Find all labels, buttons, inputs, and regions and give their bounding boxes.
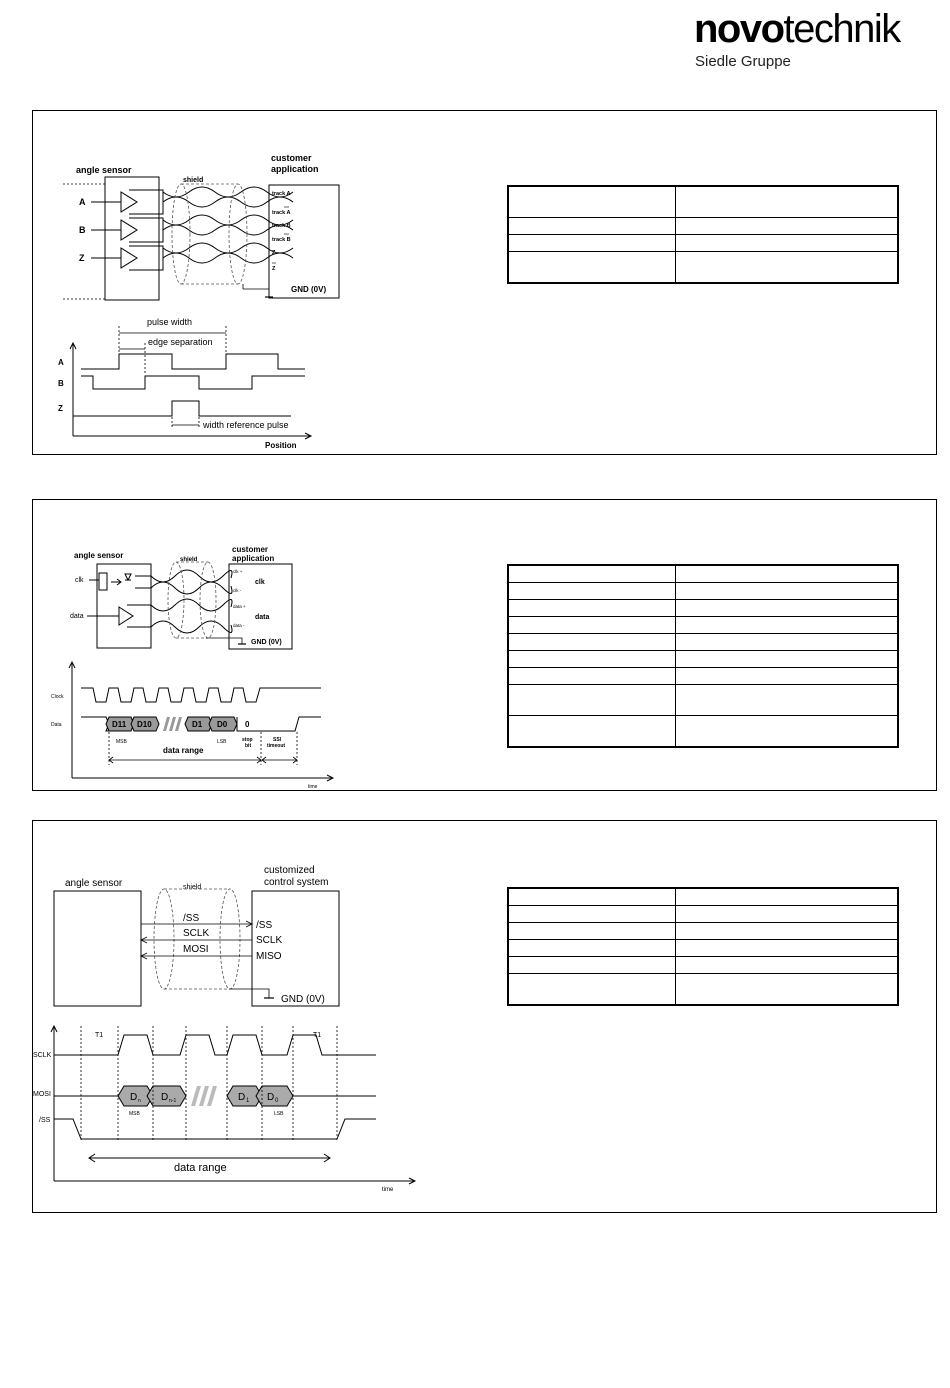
table-row [508, 600, 898, 617]
ssi-application-label: application [232, 554, 275, 563]
table-cell-value [676, 716, 899, 748]
table-cell-label [508, 923, 676, 940]
incr-pulse-width-label: pulse width [147, 317, 193, 327]
table-cell-value [676, 923, 899, 940]
incr-track-z-inv: Z [272, 266, 276, 272]
table-cell-value [676, 906, 899, 923]
spi-spec-table [507, 887, 899, 1006]
spi-data-range-label: data range [174, 1162, 227, 1174]
table-cell-value [676, 634, 899, 651]
spi-sensor-label: angle sensor [65, 878, 123, 889]
table-cell-label [508, 888, 676, 906]
incr-track-a-inv: track A [272, 210, 291, 216]
spi-bit-d0: D [267, 1092, 275, 1103]
spi-bit-dn: D [130, 1092, 138, 1103]
table-cell-label [508, 600, 676, 617]
ssi-data-range-label: data range [163, 746, 204, 755]
ssi-bit-d11: D11 [112, 720, 127, 729]
table-cell-label [508, 906, 676, 923]
table-cell-value [676, 957, 899, 974]
table-cell-value [676, 186, 899, 218]
table-row [508, 186, 898, 218]
ssi-line-clk-plus: clk + [233, 569, 243, 574]
incr-channel-z: Z [79, 253, 85, 263]
incr-drivers [91, 190, 163, 270]
ssi-timeout-label: timeout [267, 743, 286, 749]
ssi-time-label: time [308, 784, 318, 790]
table-cell-label [508, 235, 676, 252]
spi-control-ss: /SS [256, 920, 273, 931]
table-row [508, 651, 898, 668]
incr-edge-separation-label: edge separation [148, 337, 213, 347]
ssi-gnd-wire [206, 638, 242, 644]
spi-bit-d0-sub: 0 [275, 1098, 279, 1104]
ssi-sensor-label: angle sensor [74, 551, 124, 560]
spi-gnd-wire [229, 989, 269, 998]
spi-bit-d1: D [238, 1092, 246, 1103]
logo-brand-light: technik [783, 7, 900, 51]
table-row [508, 252, 898, 284]
incr-application-label: application [271, 164, 319, 174]
ssi-customer-label: customer [232, 545, 269, 554]
spi-bit-dn-sub: n [138, 1098, 141, 1104]
table-cell-label [508, 617, 676, 634]
spi-break-marks [191, 1086, 217, 1106]
incr-track-b: track B [272, 223, 291, 229]
incr-timing-z: Z [58, 404, 63, 413]
table-row [508, 685, 898, 716]
spi-shield [154, 889, 240, 989]
spi-t1-right: T1 [313, 1032, 322, 1039]
logo-brand-bold: novo [694, 7, 784, 51]
spi-msb-label: MSB [129, 1111, 140, 1117]
ssi-zero-bit: 0 [245, 720, 250, 729]
incr-shield-label: shield [183, 177, 204, 184]
ssi-sensor-box [97, 564, 151, 648]
table-cell-value [676, 617, 899, 634]
logo-tagline: Siedle Gruppe [695, 53, 791, 70]
table-cell-label [508, 583, 676, 600]
spi-shield-label: shield [183, 884, 202, 891]
company-logo [694, 6, 924, 72]
table-cell-label [508, 668, 676, 685]
table-cell-value [676, 252, 899, 284]
ssi-clock-signal-label: Clock [51, 694, 64, 700]
incremental-spec-table [507, 185, 899, 284]
table-row [508, 974, 898, 1006]
ssi-line-clk-minus: clk - [233, 588, 242, 593]
incr-sensor-box [105, 177, 159, 300]
ssi-bit-label: bit [245, 743, 252, 749]
ssi-spec-table [507, 564, 899, 748]
table-row [508, 888, 898, 906]
spi-time-label: time [382, 1187, 394, 1193]
ssi-clk-label: clk [75, 577, 84, 584]
table-row [508, 565, 898, 583]
ssi-data-label: data [70, 613, 84, 620]
table-row [508, 583, 898, 600]
table-row [508, 668, 898, 685]
ssi-app-data-label: data [255, 614, 270, 621]
incr-track-a: track A [272, 191, 291, 197]
table-cell-value [676, 940, 899, 957]
table-cell-label [508, 186, 676, 218]
table-cell-label [508, 957, 676, 974]
spi-bit-dn1-sub: n-1 [169, 1098, 177, 1104]
spi-t1-left: T1 [95, 1032, 104, 1039]
table-cell-value [676, 974, 899, 1006]
table-cell-label [508, 218, 676, 235]
ssi-clock-wave [81, 688, 321, 702]
table-cell-value [676, 668, 899, 685]
incr-timing-b: B [58, 379, 64, 388]
spi-bit-d1-sub: 1 [246, 1098, 250, 1104]
ssi-data-signal-label: Data [51, 722, 62, 728]
spi-line-mosi: MOSI [183, 944, 209, 955]
spi-control-label-2: control system [264, 877, 329, 888]
table-row [508, 218, 898, 235]
table-cell-value [676, 888, 899, 906]
spi-mosi-signal: MOSI [33, 1091, 51, 1098]
table-row [508, 634, 898, 651]
spi-line-ss: /SS [183, 913, 200, 924]
incr-waveforms [73, 354, 305, 416]
spi-gnd-label: GND (0V) [281, 994, 325, 1005]
ssi-break-marks [163, 717, 182, 731]
ssi-gnd-label: GND (0V) [251, 639, 282, 646]
ssi-msb-label: MSB [116, 739, 127, 745]
incr-track-b-inv: track B [272, 237, 291, 243]
ssi-lsb-label: LSB [217, 739, 227, 745]
table-cell-label [508, 634, 676, 651]
spi-range-arrow [89, 1154, 330, 1162]
spi-control-label-1: customized [264, 865, 315, 876]
incremental-interface-panel [32, 110, 937, 455]
spi-cycle-markers [81, 1026, 337, 1141]
table-cell-value [676, 235, 899, 252]
spi-sensor-box [54, 891, 141, 1006]
table-row [508, 235, 898, 252]
table-row [508, 617, 898, 634]
incr-sensor-label: angle sensor [76, 165, 132, 175]
ssi-bit-d1: D1 [192, 720, 203, 729]
ssi-stop-label: stop [242, 737, 253, 743]
table-cell-value [676, 218, 899, 235]
incr-channel-b: B [79, 225, 86, 235]
ssi-line-data-plus: data + [233, 604, 246, 609]
table-cell-value [676, 651, 899, 668]
spi-sclk-signal: SCLK [33, 1052, 52, 1059]
incr-track-z: Z [272, 250, 276, 256]
table-row [508, 940, 898, 957]
spi-diagram [33, 821, 936, 1212]
table-cell-label [508, 252, 676, 284]
ssi-interface-panel [32, 499, 937, 791]
ssi-line-data-minus: data - [233, 623, 245, 628]
incr-tracks [272, 191, 291, 272]
table-cell-label [508, 716, 676, 748]
ssi-bit-d10: D10 [137, 720, 152, 729]
spi-ss-signal: /SS [39, 1117, 51, 1124]
table-cell-label [508, 685, 676, 716]
ssi-line-labels [233, 569, 246, 628]
logo-wordmark [694, 6, 900, 52]
table-row [508, 923, 898, 940]
table-cell-value [676, 600, 899, 617]
table-row [508, 957, 898, 974]
spi-control-sclk: SCLK [256, 935, 283, 946]
spi-ss-wave [54, 1119, 376, 1139]
spi-control-miso: MISO [256, 951, 282, 962]
table-cell-label [508, 565, 676, 583]
ssi-shield-label: shield [180, 557, 198, 563]
incr-width-reference-label: width reference pulse [203, 420, 289, 430]
ssi-ssi-label: SSI [273, 737, 282, 743]
incr-customer-label: customer [271, 153, 312, 163]
incr-channel-a: A [79, 197, 86, 207]
incr-position-label: Position [265, 441, 297, 450]
table-cell-value [676, 565, 899, 583]
spi-bit-dn1: D [161, 1092, 169, 1103]
ssi-twisted-pairs [151, 570, 232, 633]
spi-lsb-label: LSB [274, 1111, 284, 1117]
spi-line-sclk: SCLK [183, 928, 210, 939]
table-row [508, 906, 898, 923]
table-cell-label [508, 974, 676, 1006]
incr-timing-a: A [58, 358, 64, 367]
table-cell-label [508, 940, 676, 957]
table-cell-value [676, 685, 899, 716]
ssi-app-clk-label: clk [255, 579, 265, 586]
ssi-bit-d0: D0 [217, 720, 228, 729]
table-cell-value [676, 583, 899, 600]
table-cell-label [508, 651, 676, 668]
spi-interface-panel [32, 820, 937, 1213]
incr-gnd-label: GND (0V) [291, 285, 327, 294]
table-row [508, 716, 898, 748]
